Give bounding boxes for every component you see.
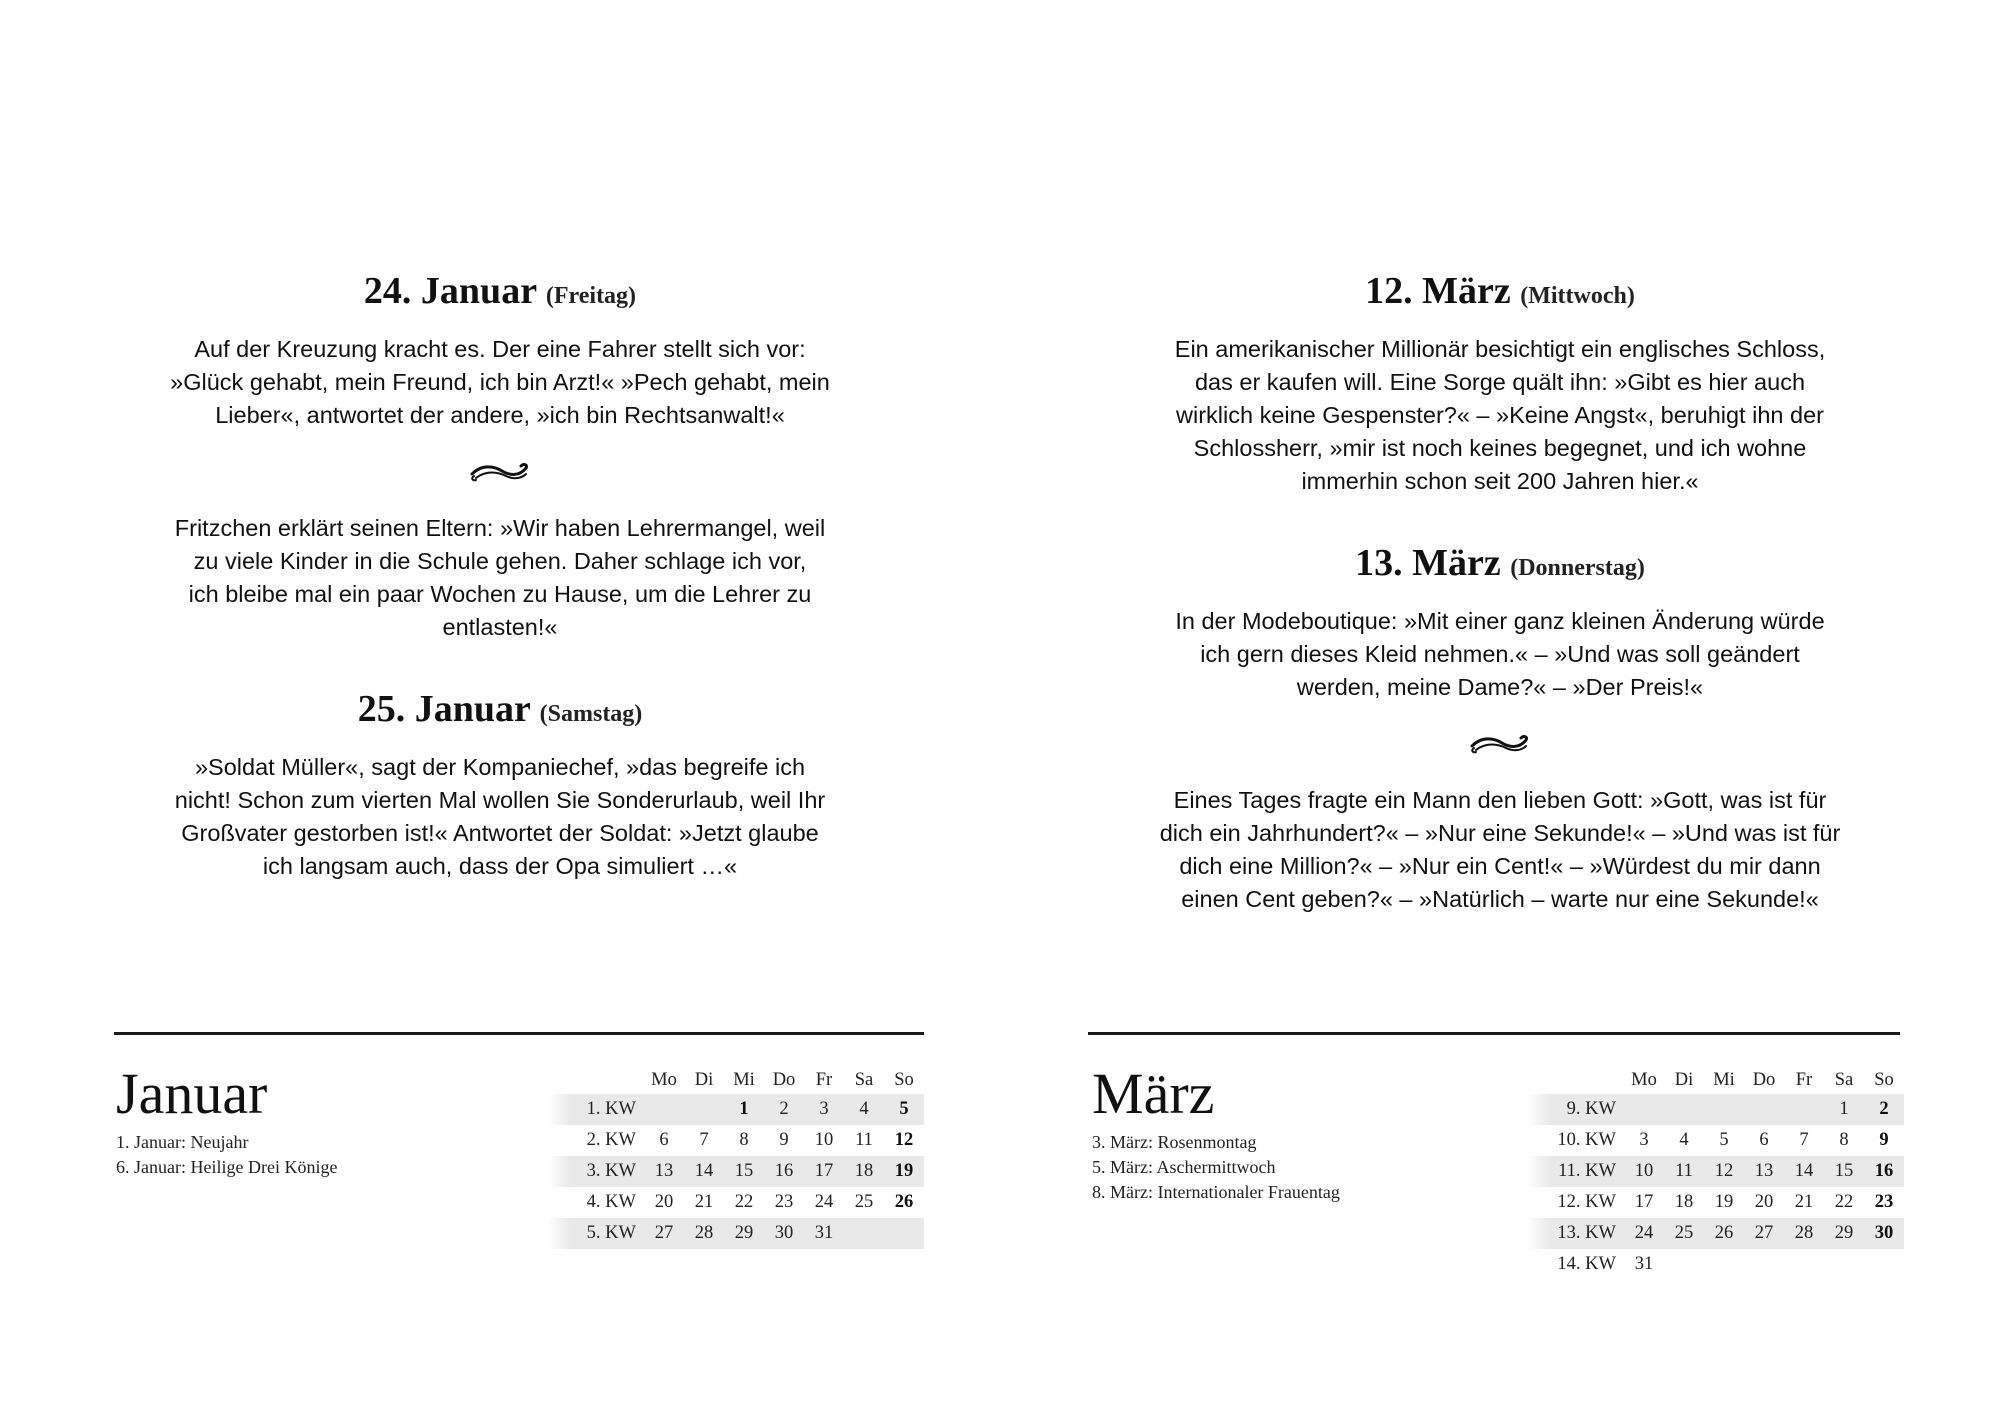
month-calendar [1528, 1066, 1904, 1280]
calendar-day: 14 [1784, 1156, 1824, 1187]
joke-line: »Glück gehabt, mein Freund, ich bin Arzt!« »Pech gehabt, mein [170, 369, 830, 395]
joke-line: Fritzchen erklärt seinen Eltern: »Wir haben Lehrermangel, weil [174, 515, 826, 541]
calendar-day: 8 [1839, 1130, 1849, 1150]
calendar-week-row [1528, 1218, 1904, 1249]
calendar-day: 27 [1744, 1218, 1784, 1249]
joke-line: Eines Tages fragte ein Mann den lieben Gott: »Gott, was ist für [1173, 787, 1827, 813]
calendar-day [1624, 1094, 1664, 1125]
weekday-header: Do [1752, 1069, 1776, 1090]
calendar-day [1704, 1094, 1744, 1125]
weekday-header-row [548, 1066, 924, 1094]
calendar-day: 6 [1759, 1130, 1769, 1150]
joke-line: werden, meine Dame?« – »Der Preis!« [1296, 674, 1704, 700]
calendar-day [1784, 1094, 1824, 1125]
joke-text [1000, 784, 2000, 916]
calendar-day: 9 [779, 1130, 789, 1150]
joke-text [1000, 333, 2000, 498]
calendar-day [884, 1218, 924, 1249]
week-number: 4. KW [586, 1192, 636, 1212]
calendar-day: 7 [699, 1130, 709, 1150]
week-number: 1. KW [548, 1094, 644, 1125]
calendar-day: 23 [1874, 1192, 1894, 1212]
calendar-day: 28 [1784, 1218, 1824, 1249]
calendar-day: 21 [1794, 1192, 1814, 1212]
calendar-day: 4 [1679, 1130, 1689, 1150]
calendar-day: 26 [1704, 1218, 1744, 1249]
entry-heading [0, 266, 1000, 321]
weekday-header: Di [1674, 1069, 1694, 1090]
calendar-day [1824, 1249, 1864, 1280]
calendar-day [1664, 1094, 1704, 1125]
calendar-day [1704, 1249, 1744, 1280]
section-divider [114, 1032, 924, 1035]
calendar-day [1744, 1249, 1784, 1280]
joke-line: ich gern dieses Kleid nehmen.« – »Und was soll geändert [1200, 641, 1800, 667]
calendar-day: 9 [1879, 1130, 1889, 1150]
entry-heading [1000, 538, 2000, 593]
joke-line: das er kaufen will. Eine Sorge quält ihn: »Gibt es hier auch [1194, 369, 1806, 395]
calendar-week-row [548, 1094, 924, 1125]
joke-line: wirklich keine Gespenster?« – »Keine Angst«, beruhigt ihn der [1176, 402, 1824, 428]
weekday-header: Sa [854, 1069, 874, 1090]
calendar-day: 10 [1624, 1156, 1664, 1187]
entry-date: 24. Januar [363, 270, 537, 312]
calendar-day: 11 [1664, 1156, 1704, 1187]
calendar-day: 30 [1864, 1218, 1904, 1249]
calendar-day: 24 [814, 1192, 834, 1212]
holiday-item: 8. März: Internationaler Frauentag [1092, 1182, 1340, 1202]
calendar-day: 24 [1624, 1218, 1664, 1249]
calendar-week-row [1528, 1125, 1904, 1156]
joke-text [0, 333, 1000, 432]
calendar-day: 31 [1634, 1254, 1654, 1274]
calendar-day: 8 [739, 1130, 749, 1150]
joke-line: »Soldat Müller«, sagt der Kompaniechef, »das begreife ich [194, 754, 806, 780]
left-content [0, 266, 1000, 883]
calendar-day: 17 [1634, 1192, 1654, 1212]
calendar-day: 18 [1674, 1192, 1694, 1212]
calendar-day: 17 [804, 1156, 844, 1187]
calendar-day: 22 [1834, 1192, 1854, 1212]
calendar-day: 25 [854, 1192, 874, 1212]
calendar-week-row [548, 1218, 924, 1249]
joke-line: einen Cent geben?« – »Natürlich – warte nur eine Sekunde!« [1181, 886, 1819, 912]
calendar-day: 15 [1824, 1156, 1864, 1187]
entry-weekday: (Freitag) [545, 283, 637, 309]
weekday-header: Mo [651, 1069, 677, 1090]
calendar-day: 29 [1824, 1218, 1864, 1249]
joke-line: Großvater gestorben ist!« Antwortet der Soldat: »Jetzt glaube [181, 820, 819, 846]
holiday-item: 1. Januar: Neujahr [116, 1132, 249, 1152]
calendar-day: 30 [764, 1218, 804, 1249]
entry-date: 25. Januar [357, 688, 531, 730]
joke-line: Lieber«, antwortet der andere, »ich bin Rechtsanwalt!« [215, 402, 785, 428]
calendar-day: 2 [1864, 1094, 1904, 1125]
calendar-day: 5 [884, 1094, 924, 1125]
calendar-day: 21 [694, 1192, 714, 1212]
weekday-header: Mo [1631, 1069, 1657, 1090]
calendar-day [1664, 1249, 1704, 1280]
calendar-day: 1 [724, 1094, 764, 1125]
holiday-list [116, 1130, 337, 1180]
calendar-day [844, 1218, 884, 1249]
weekday-header: Fr [1795, 1069, 1813, 1090]
calendar-week-row [1528, 1156, 1904, 1187]
week-number: 5. KW [548, 1218, 644, 1249]
calendar-day: 26 [894, 1192, 914, 1212]
right-page [1000, 0, 2000, 1414]
month-title: Januar [116, 1061, 268, 1126]
entry-heading [1000, 266, 2000, 321]
week-number: 12. KW [1557, 1192, 1616, 1212]
calendar-day: 23 [774, 1192, 794, 1212]
calendar-day: 18 [844, 1156, 884, 1187]
entry-date: 13. März [1355, 542, 1501, 584]
calendar-day [1744, 1094, 1784, 1125]
joke-line: dich ein Jahrhundert?« – »Nur eine Sekunde!« – »Und was ist für [1159, 820, 1841, 846]
weekday-header: So [894, 1069, 914, 1090]
calendar-day [684, 1094, 724, 1125]
entry-weekday: (Donnerstag) [1510, 555, 1645, 581]
weekday-header: Do [772, 1069, 796, 1090]
calendar-week-row [1528, 1187, 1904, 1218]
joke-line: Auf der Kreuzung kracht es. Der eine Fahrer stellt sich vor: [194, 336, 806, 362]
month-title: März [1092, 1061, 1215, 1126]
right-content [1000, 266, 2000, 916]
joke-text [0, 512, 1000, 644]
entry-heading [0, 684, 1000, 739]
weekday-header: Sa [1834, 1069, 1854, 1090]
calendar-day: 1 [1824, 1094, 1864, 1125]
calendar-day: 19 [884, 1156, 924, 1187]
month-calendar [548, 1066, 924, 1249]
calendar-day: 20 [1754, 1192, 1774, 1212]
calendar-day: 11 [855, 1130, 873, 1150]
calendar-week-row [1528, 1249, 1904, 1280]
weekday-header: Di [694, 1069, 714, 1090]
joke-line: In der Modeboutique: »Mit einer ganz kleinen Änderung würde [1175, 608, 1825, 634]
calendar-day: 22 [734, 1192, 754, 1212]
joke-line: Ein amerikanischer Millionär besichtigt ein englisches Schloss, [1174, 336, 1826, 362]
week-number: 13. KW [1528, 1218, 1624, 1249]
calendar-day: 27 [644, 1218, 684, 1249]
calendar-day: 10 [814, 1130, 834, 1150]
joke-line: Schlossherr, »mir ist noch keines begegnet, und ich wohne [1193, 435, 1807, 461]
calendar-week-row [548, 1156, 924, 1187]
calendar-day: 6 [659, 1130, 669, 1150]
entry-weekday: (Mittwoch) [1520, 283, 1635, 309]
week-number: 3. KW [548, 1156, 644, 1187]
joke-line: ich langsam auch, dass der Opa simuliert …« [262, 853, 738, 879]
calendar-day: 16 [1864, 1156, 1904, 1187]
calendar-day [1864, 1249, 1904, 1280]
holiday-item: 3. März: Rosenmontag [1092, 1132, 1257, 1152]
calendar-day: 31 [804, 1218, 844, 1249]
weekday-header: Mi [1713, 1069, 1735, 1090]
calendar-week-row [548, 1125, 924, 1156]
joke-line: entlasten!« [442, 614, 558, 640]
calendar-day: 16 [764, 1156, 804, 1187]
joke-line: ich bleibe mal ein paar Wochen zu Hause, um die Lehrer zu [188, 581, 812, 607]
calendar-day: 15 [724, 1156, 764, 1187]
entry-weekday: (Samstag) [539, 701, 643, 727]
week-number: 14. KW [1557, 1254, 1616, 1274]
week-number: 10. KW [1557, 1130, 1616, 1150]
calendar-day: 13 [644, 1156, 684, 1187]
calendar-day: 28 [684, 1218, 724, 1249]
calendar-day: 19 [1714, 1192, 1734, 1212]
flourish-ornament-icon [1468, 730, 1532, 758]
joke-line: zu viele Kinder in die Schule gehen. Daher schlage ich vor, [193, 548, 807, 574]
holiday-item: 6. Januar: Heilige Drei Könige [116, 1157, 338, 1177]
calendar-day: 7 [1799, 1130, 1809, 1150]
calendar-day [1784, 1249, 1824, 1280]
calendar-day: 29 [724, 1218, 764, 1249]
week-number: 9. KW [1528, 1094, 1624, 1125]
calendar-week-row [548, 1187, 924, 1218]
joke-line: immerhin schon seit 200 Jahren hier.« [1301, 468, 1699, 494]
section-divider [1088, 1032, 1900, 1035]
calendar-day: 12 [1704, 1156, 1744, 1187]
calendar-day: 13 [1744, 1156, 1784, 1187]
week-number: 11. KW [1528, 1156, 1624, 1187]
joke-text [1000, 605, 2000, 704]
calendar-week-row [1528, 1094, 1904, 1125]
entry-date: 12. März [1365, 270, 1511, 312]
weekday-header: Fr [815, 1069, 833, 1090]
flourish-ornament-icon [468, 458, 532, 486]
calendar-day: 4 [844, 1094, 884, 1125]
calendar-day: 5 [1719, 1130, 1729, 1150]
calendar-day: 3 [1639, 1130, 1649, 1150]
holiday-list [1092, 1130, 1340, 1205]
calendar-day: 3 [804, 1094, 844, 1125]
calendar-day: 25 [1664, 1218, 1704, 1249]
calendar-day: 20 [654, 1192, 674, 1212]
joke-text [0, 751, 1000, 883]
holiday-item: 5. März: Aschermittwoch [1092, 1157, 1276, 1177]
weekday-header-row [1528, 1066, 1904, 1094]
joke-line: dich eine Million?« – »Nur ein Cent!« – »Würdest du mir dann [1179, 853, 1821, 879]
weekday-header: So [1874, 1069, 1894, 1090]
calendar-day: 12 [894, 1130, 914, 1150]
calendar-day: 2 [764, 1094, 804, 1125]
weekday-header: Mi [733, 1069, 755, 1090]
calendar-day [644, 1094, 684, 1125]
week-number: 2. KW [586, 1130, 636, 1150]
joke-line: nicht! Schon zum vierten Mal wollen Sie Sonderurlaub, weil Ihr [174, 787, 826, 813]
calendar-day: 14 [684, 1156, 724, 1187]
